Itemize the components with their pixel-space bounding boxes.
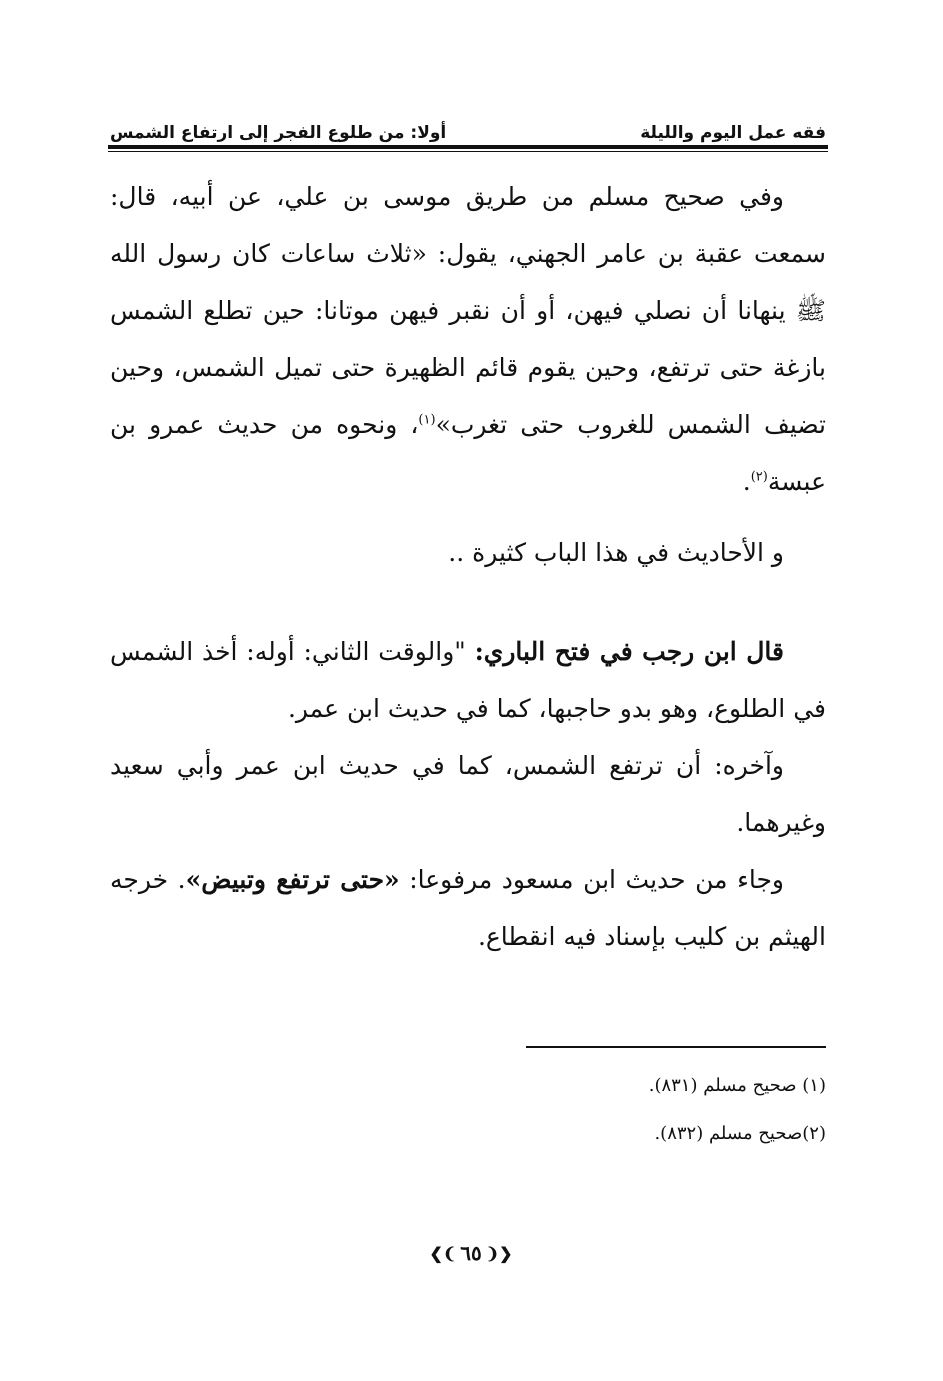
- hadith-text: وفي صحيح مسلم من طريق موسى بن علي، عن أبيه، قال: سمعت عقبة بن عامر الجهني، يقول: «ثلاث ساعات كان رسول الله ﷺ ينهانا أن نصلي فيهن، أو أن نقبر فيهن موتانا: حين تطلع الشمس بازغة حتى ترتفع، وحين يقوم قائم الظهيرة حتى تميل الشمس، وحين تضيف الشمس للغروب حتى تغرب»: [110, 182, 826, 439]
- ibn-masud-rest: . خرجه الهيثم بن كليب بإسناد فيه انقطاع.: [110, 865, 826, 951]
- body-text: [110, 168, 826, 965]
- paragraph-end-time: وآخره: أن ترتفع الشمس، كما في حديث ابن عمر وأبي سعيد وغيرهما.: [110, 751, 826, 837]
- paragraph-ibn-rajab: [110, 623, 826, 737]
- running-header: [110, 115, 826, 143]
- ornament-right-icon: ❩❯: [485, 1243, 513, 1263]
- footnote-2: (٢)صحيح مسلم (٨٣٢).: [654, 1123, 826, 1144]
- header-rule-thick: [108, 145, 828, 149]
- ibn-masud-quote: «حتى ترتفع وتبيض»: [185, 865, 400, 894]
- page-number-block: [421, 1238, 521, 1268]
- hadith-continuation: ، ونحوه من حديث عمرو بن عبسة: [110, 410, 826, 496]
- ornament-left-icon: ❮❨: [429, 1243, 457, 1263]
- footnote-separator: [526, 1046, 826, 1048]
- ibn-rajab-quote: "والوقت الثاني: أوله: أخذ الشمس في الطلوع، وهو بدو حاجبها، كما في حديث ابن عمر.: [110, 637, 826, 723]
- ibn-rajab-lead: قال ابن رجب في فتح الباري:: [474, 637, 784, 666]
- paragraph-many-hadiths: و الأحاديث في هذا الباب كثيرة ..: [448, 538, 784, 567]
- hadith-end: .: [742, 467, 751, 496]
- footnote-ref-2[interactable]: (٢): [750, 469, 768, 485]
- page-number: ٦٥: [460, 1241, 482, 1265]
- paragraph-ibn-masud: [110, 851, 826, 965]
- ibn-masud-lead: وجاء من حديث ابن مسعود مرفوعا:: [399, 865, 785, 894]
- book-title: فقه عمل اليوم والليلة: [640, 123, 826, 143]
- paragraph-hadith: [110, 168, 826, 510]
- footnote-ref-1[interactable]: (١): [418, 412, 436, 428]
- footnote-1: (١) صحيح مسلم (٨٣١).: [648, 1075, 826, 1096]
- section-title: أولا: من طلوع الفجر إلى ارتفاع الشمس: [110, 123, 447, 143]
- footnotes: [526, 1062, 826, 1158]
- header-rule-thin: [108, 151, 828, 152]
